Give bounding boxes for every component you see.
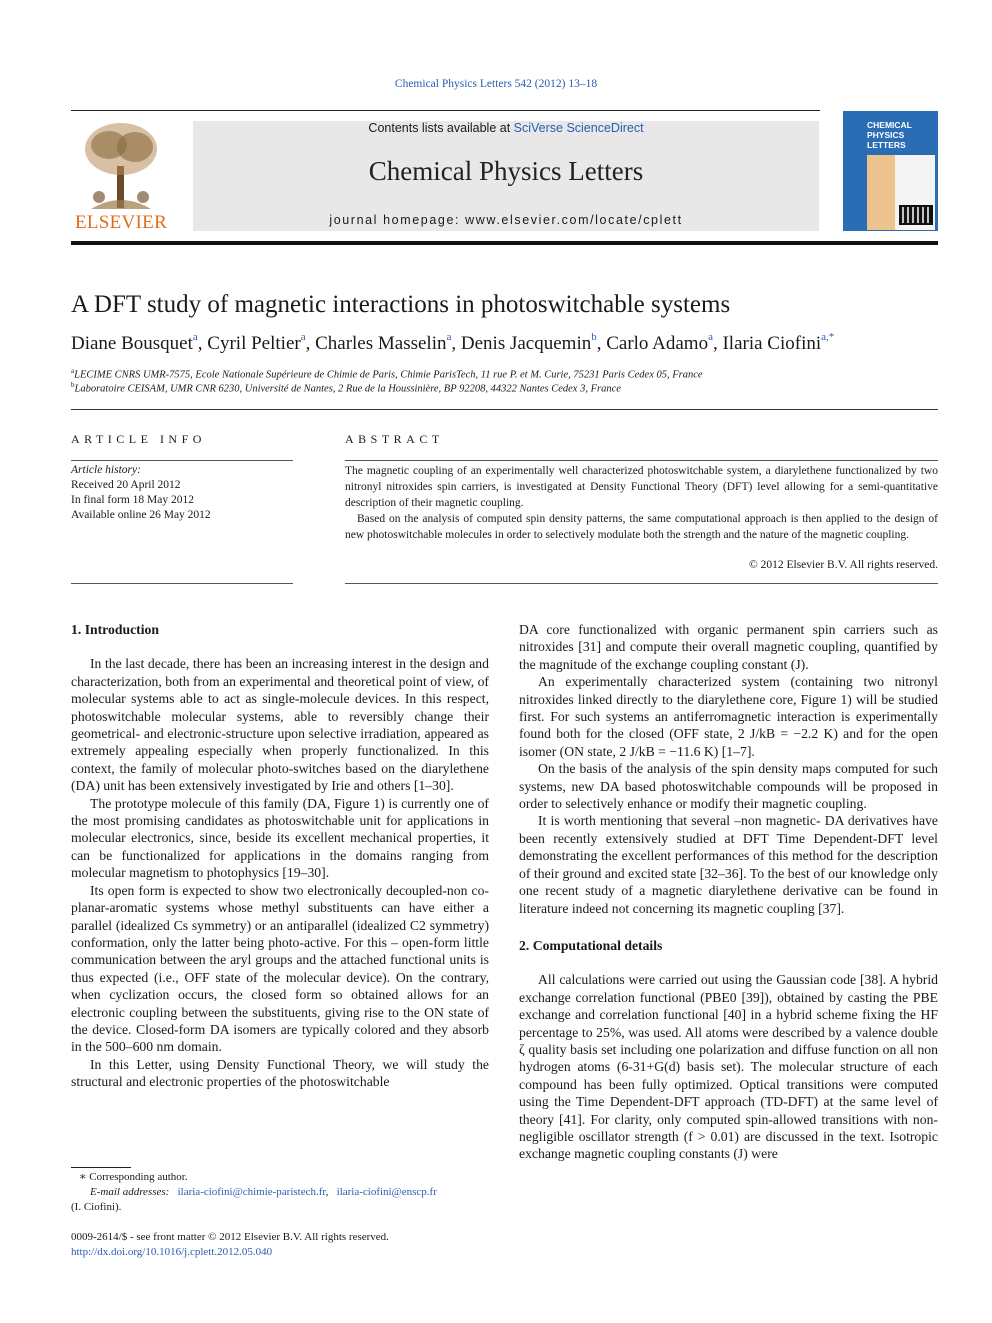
body-paragraph: In this Letter, using Density Functional Theory, we will study the structural and electronic properties of the photoswitchable — [71, 1056, 489, 1090]
author-name: Diane Bousquet — [71, 333, 193, 354]
cover-art-icon — [867, 155, 935, 230]
body-paragraph: DA core functionalized with organic permanent spin carriers such as nitroxides [31] and compute their overall magnetic coupling, quantified by the magnitude of the exchange coupling constant (J). — [519, 622, 938, 672]
body-paragraph: In the last decade, there has been an increasing interest in the design and characterization, both from an experimental and theoretical point of view, of molecular systems able to act as single-molecule devices. In this respect, photoswitchable molecular systems, able to reversibly change their geometrical- and electronic-structure upon selective irradiation, appeared as extremely appealing especially when properly functionalized. In this context, the family of molecular photo-switches based on the diarylethene (DA) unit has been extensively investigated by Irie and others [1–30]. — [71, 656, 489, 794]
contents-prefix: Contents lists available at — [368, 121, 514, 135]
author-name: Cyril Peltier — [207, 333, 301, 354]
author-list: Diane Bousquet$^a$, Cyril Peltier$^a$, Charles Masselin$^a$, Denis Jacquemin$^b$, Carlo Adamo$^a$, Ilaria Ciofini$^{a,*}$ — [71, 331, 835, 354]
online-date: Available online 26 May 2012 — [71, 509, 211, 521]
cover-title-line: PHYSICS — [867, 130, 905, 140]
body-paragraph: Its open form is expected to show two electronically decoupled-non co-planar-aromatic systems whose methyl substituents can have either a parallel (idealized Cs symmetry) or an antiparallel (idealized C2 symmetry) conformation, only the latter being photo-active. For this – open-form little communication between the aryl groups and the attached functional units is thus expected (i.e., OFF state of the molecular device). On the contrary, when cyclization occurs, the closed form so obtained allows for an electronic coupling between the substituents, giving rise to the ON state of the device. Closed-form DA isomers are typically colored and they absorb in the 500–600 nm domain. — [71, 882, 489, 1055]
section-heading: 2. Computational details — [519, 937, 663, 953]
email-owner: (I. Ciofini). — [71, 1201, 122, 1213]
final-form-date: In final form 18 May 2012 — [71, 494, 194, 506]
author-name: Charles Masselin — [315, 333, 447, 354]
abstract-paragraph: The magnetic coupling of an experimentally well characterized photoswitchable system, a diarylethene functionalized by two nitronyl nitroxides spin carriers, is investigated at Density Functional Theory (DFT) level allowing for a semi-quantitative description of their magnetic coupling. — [345, 465, 938, 509]
email-link[interactable]: ilaria-ciofini@enscp.fr — [336, 1186, 437, 1198]
author-affiliation-mark[interactable]: a,* — [821, 331, 835, 343]
copyright-notice: © 2012 Elsevier B.V. All rights reserved. — [749, 559, 938, 571]
elsevier-wordmark: ELSEVIER — [74, 212, 168, 233]
history-label: Article history: — [71, 464, 141, 476]
author-name: Carlo Adamo — [606, 333, 709, 354]
section-rule — [71, 409, 938, 410]
body-column-right — [519, 621, 938, 1163]
body-paragraph: On the basis of the analysis of the spin density maps computed for such systems, new DA based photoswitchable compounds will be proposed in order to selectively enhance or modify their magnetic coupling. — [519, 761, 938, 812]
journal-cover-thumbnail[interactable] — [843, 111, 938, 231]
cover-title-line: LETTERS — [867, 140, 906, 150]
abstract-paragraph: Based on the analysis of computed spin density patterns, the same computational approach is then applied to the design of new photoswitchable molecules in order to selectively modulate both the strength and the nature of the magnetic coupling. — [345, 513, 938, 541]
body-paragraph: All calculations were carried out using the Gaussian code [38]. A hybrid exchange correlation functional (PBE0 [39]), obtained by casting the PBE exchange and correlation functional [40] in a hybrid scheme fixing the HF percentage to 25%, was used. All atoms were described by a valence double ζ quality basis set including one polarization and diffuse function on all non hydrogen atoms (6-31+G(d) basis set). The molecular structure of each compound has been fully optimized. Optical transitions were computed using the Time Dependent-DFT approach (TD-DFT) at the same level of theory [41]. For clarity, only computed spin-allowed transitions with non-negligible oscillator strength (f > 0.01) are discussed in the text. Isotropic exchange magnetic coupling constants (J) were — [519, 972, 938, 1162]
section-heading: 1. Introduction — [71, 622, 159, 637]
article-info-heading: ARTICLE INFO — [71, 432, 206, 446]
sciencedirect-link[interactable]: SciVerse ScienceDirect — [513, 121, 644, 135]
author-name: Denis Jacquemin — [460, 333, 592, 354]
author-affiliation-mark[interactable]: a — [446, 331, 452, 343]
corresponding-author-note: ∗ Corresponding author. — [79, 1171, 188, 1183]
abstract-rule — [345, 583, 938, 584]
doi-link[interactable]: http://dx.doi.org/10.1016/j.cplett.2012.05.040 — [71, 1246, 273, 1258]
contents-line — [193, 121, 819, 135]
homepage-link[interactable]: www.elsevier.com/locate/cplett — [465, 213, 683, 227]
author-affiliation-mark[interactable]: a — [708, 331, 713, 343]
author-name: Ilaria Ciofini — [722, 333, 822, 354]
body-column-left — [71, 621, 489, 1091]
body-paragraph: An experimentally characterized system (containing two nitronyl nitroxides linked directly to the diarylethene core, Figure 1) will be studied first. For such systems an antiferromagnetic interaction is experimentally found both for the closed (OFF state, 2 J/kB = −2.2 K) and for the open isomer (ON state, 2 J/kB = −11.6 K) [1–7]. — [519, 674, 938, 759]
footnote — [71, 1170, 489, 1215]
info-rule — [71, 583, 293, 584]
affiliation — [71, 367, 703, 381]
cover-title — [867, 120, 912, 150]
abstract-body — [345, 463, 938, 543]
tree-icon — [71, 121, 171, 213]
journal-reference[interactable]: Chemical Physics Letters 542 (2012) 13–18 — [394, 78, 598, 90]
body-paragraph: The prototype molecule of this family (DA, Figure 1) is currently one of the most promising candidates as photoswitchable unit for applications in molecular electronics, since, beside its excellent mechanical properties, it can be functionalized for applications in the domains ranging from molecular magnetism to photophysics [19–30]. — [71, 795, 489, 881]
affiliation — [71, 381, 621, 395]
header-thick-rule — [71, 241, 938, 245]
email-link[interactable]: ilaria-ciofini@chimie-paristech.fr — [177, 1186, 326, 1198]
info-rule — [71, 460, 293, 461]
body-paragraph: It is worth mentioning that several –non magnetic- DA derivatives have been recently extensively studied at DFT Time Dependent-DFT level demonstrating the excellent performances of this method for the description of their ground and excited state [32–36]. To the best of our knowledge only one recent study of a magnetic diarylethene derivative can be found in literature indeed not concerning its magnetic coupling [37]. — [519, 813, 938, 916]
author-affiliation-mark[interactable]: a — [192, 331, 198, 343]
affiliation-text: Laboratoire CEISAM, UMR CNR 6230, Université de Nantes, 2 Rue de la Houssinière, BP 92208, 44322 Nantes Cedex 3, France — [74, 383, 621, 395]
email-label: E-mail addresses: — [90, 1186, 170, 1198]
article-title: A DFT study of magnetic interactions in photoswitchable systems — [71, 291, 731, 318]
journal-title: Chemical Physics Letters — [368, 156, 644, 186]
received-date: Received 20 April 2012 — [71, 479, 181, 491]
author-affiliation-mark[interactable]: a — [300, 331, 306, 343]
homepage-line — [193, 213, 819, 227]
affiliation-text: LECIME CNRS UMR-7575, Ecole Nationale Supérieure de Chimie de Paris, Chimie ParisTech, 11 rue P. et M. Curie, 75231 Paris Cedex 05, France — [74, 369, 703, 381]
cover-title-line: CHEMICAL — [867, 120, 912, 130]
affiliation-mark: b — [71, 381, 75, 389]
affiliation-mark: a — [71, 367, 75, 375]
footnote-rule — [71, 1167, 131, 1168]
author-affiliation-mark[interactable]: b — [591, 331, 597, 343]
email-line: E-mail addresses: ilaria-ciofini@chimie-paristech.fr, ilaria-ciofini@enscp.fr — [90, 1186, 437, 1198]
issn-line: 0009-2614/$ - see front matter © 2012 Elsevier B.V. All rights reserved. — [71, 1231, 389, 1243]
header-rule — [71, 110, 820, 111]
homepage-prefix: journal homepage: — [329, 213, 466, 227]
abstract-rule — [345, 460, 938, 461]
cover-image — [867, 155, 935, 230]
abstract-heading: ABSTRACT — [345, 432, 444, 446]
issn-block — [71, 1230, 389, 1260]
article-history — [71, 463, 211, 523]
